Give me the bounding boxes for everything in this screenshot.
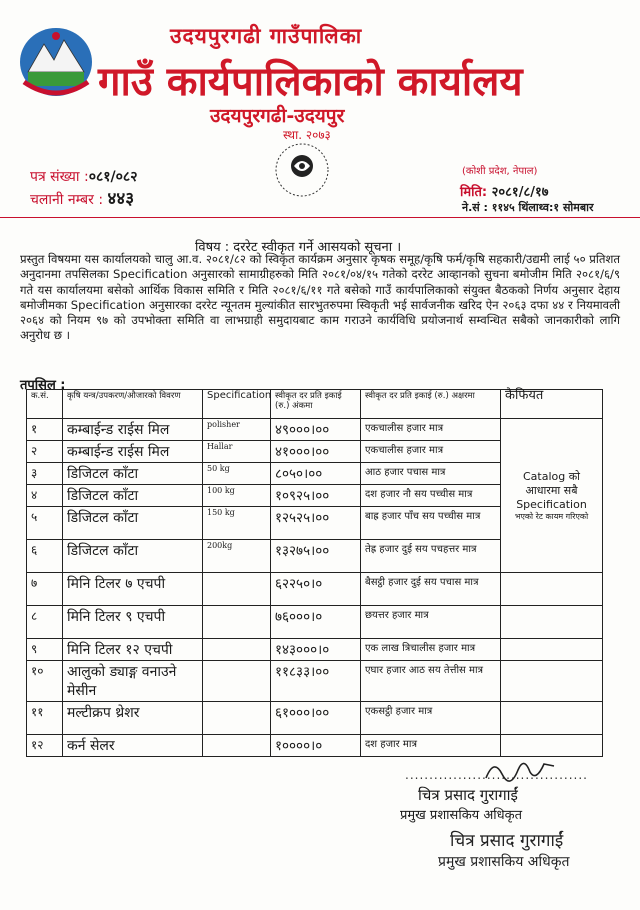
date-value: २०८१/८/१७ bbox=[491, 185, 549, 200]
cell-remarks-empty bbox=[501, 661, 603, 702]
cell-sn: ४ bbox=[27, 485, 63, 507]
header-remarks: कैफियत bbox=[501, 390, 603, 419]
established-year: स्था. २०७३ bbox=[283, 128, 331, 142]
cell-remarks-empty bbox=[501, 639, 603, 661]
header-rate: स्वीकृत दर प्रति इकाई (रु.) अंकमा bbox=[271, 390, 361, 419]
cell-sn: ९ bbox=[27, 639, 63, 661]
cell-spec bbox=[203, 606, 271, 639]
cell-item: आलुको ड्याङ्ग वनाउने मेसीन bbox=[63, 661, 203, 702]
cell-words: एघार हजार आठ सय तेत्तीस मात्र bbox=[361, 661, 501, 702]
cell-remarks-empty bbox=[501, 606, 603, 639]
letter-number bbox=[30, 167, 138, 186]
cell-sn: ५ bbox=[27, 507, 63, 540]
rate-table bbox=[26, 389, 603, 757]
cell-rate: १०९२५।०० bbox=[271, 485, 361, 507]
cell-rate: ४९०००।०० bbox=[271, 419, 361, 441]
cell-rate: ४१०००।०० bbox=[271, 441, 361, 463]
cell-sn: १ bbox=[27, 419, 63, 441]
cell-spec: 50 kg bbox=[203, 463, 271, 485]
municipality-name: उदयपुरगढी गाउँपालिका bbox=[170, 24, 363, 48]
cell-spec: polisher bbox=[203, 419, 271, 441]
cell-words: छयत्तर हजार मात्र bbox=[361, 606, 501, 639]
table-row bbox=[27, 702, 603, 735]
cell-words: तेह्र हजार दुई सय पचहत्तर मात्र bbox=[361, 540, 501, 573]
cell-rate: ८०५०।०० bbox=[271, 463, 361, 485]
cell-spec: Hallar bbox=[203, 441, 271, 463]
stamp-title: प्रमुख प्रशासकिय अधिकृत bbox=[438, 854, 570, 870]
signature-dots: ...................................... bbox=[405, 768, 588, 782]
office-seal bbox=[270, 140, 334, 204]
cell-rate: ६२२५०।० bbox=[271, 573, 361, 606]
table-row bbox=[27, 573, 603, 606]
cell-item: कर्न सेलर bbox=[63, 735, 203, 757]
stamp-name: चित्र प्रसाद गुरागाईं bbox=[450, 831, 564, 851]
cell-spec bbox=[203, 702, 271, 735]
cell-rate: १००००।० bbox=[271, 735, 361, 757]
office-title: गाउँ कार्यपालिकाको कार्यालय bbox=[98, 59, 523, 105]
date-label: मिति: bbox=[460, 185, 488, 200]
dispatch-number bbox=[30, 186, 134, 209]
header-item: कृषि यन्त्र/उपकरण/औजारको विवरण bbox=[63, 390, 203, 419]
notice-body: प्रस्तुत विषयमा यस कार्यालयको चालु आ.व. २०८१/८२ को स्विकृत कार्यक्रम अनुसार कृषक समूह/कृषि फर्म/कृषि सहकारी/उद्यमी लाई ५० प्रतिशत अनुदानमा तपसिलका Specification अनुसारको सामाग्रीहरुको मिति २०८१/०४/१५ गतेको दररेट आव्हानको सुचना बमोजीम मिति २०८१/६/९ गते यस कार्यालयमा बसेको आर्थिक विकास समिति र मिति २०८१/६/११ गते बसेको गाउँ कार्यपालिकाको संयुक्त बैठकको निर्णय अनुसार देहाय बमोजीमका Specification अनुसारका दररेट न्यूनतम मुल्यांकीत सारभुतरुपमा स्विकृती भई सार्वजनीक खरिद ऐन २०६३ दफा ४४ र नियमावली २०६४ को नियम ९७ को उपभोक्ता समिति वा लाभग्राही समुदायबाट काम गराउने कार्यविधि प्रयोजनार्थ सम्वन्धित सबैको जानकारीको लागि अनुरोध छ । bbox=[20, 252, 620, 343]
cell-rate: १४३०००।० bbox=[271, 639, 361, 661]
nepal-sambat-date: ने.सं : ११४५ थिंलाथ्व:१ सोमबार bbox=[462, 201, 594, 214]
table-row bbox=[27, 639, 603, 661]
cell-item: मिनि टिलर ९ एचपी bbox=[63, 606, 203, 639]
cell-remarks bbox=[501, 419, 603, 573]
cell-remarks-empty bbox=[501, 702, 603, 735]
cell-item: मिनि टिलर ७ एचपी bbox=[63, 573, 203, 606]
table-row bbox=[27, 419, 603, 441]
letter-date bbox=[460, 182, 548, 200]
municipality-logo bbox=[14, 22, 98, 102]
letter-number-value: ०८१/०८२ bbox=[88, 169, 138, 185]
cell-sn: २ bbox=[27, 441, 63, 463]
cell-spec bbox=[203, 735, 271, 757]
cell-item: डिजिटल काँटा bbox=[63, 463, 203, 485]
header-divider bbox=[0, 217, 640, 218]
cell-words: दश हजार नौ सय पच्चीस मात्र bbox=[361, 485, 501, 507]
cell-words: एकसट्ठी हजार मात्र bbox=[361, 702, 501, 735]
cell-item: डिजिटल काँटा bbox=[63, 540, 203, 573]
cell-sn: ७ bbox=[27, 573, 63, 606]
cell-sn: १० bbox=[27, 661, 63, 702]
header-words: स्वीकृत दर प्रति इकाई (रु.) अक्षरमा bbox=[361, 390, 501, 419]
header-sn: क.सं. bbox=[27, 390, 63, 419]
cell-sn: ११ bbox=[27, 702, 63, 735]
subject-line: विषय : दररेट स्वीकृत गर्ने आसयको सूचना । bbox=[195, 240, 402, 255]
cell-rate: १३२७५।०० bbox=[271, 540, 361, 573]
province-label: (कोशी प्रदेश, नेपाल) bbox=[462, 166, 538, 177]
cell-words: एकचालीस हजार मात्र bbox=[361, 419, 501, 441]
cell-item: कम्बाईन्ड राईस मिल bbox=[63, 419, 203, 441]
dispatch-number-label: चलानी नम्बर : bbox=[30, 192, 104, 208]
cell-item: कम्बाईन्ड राईस मिल bbox=[63, 441, 203, 463]
schedule-label: तपसिल : bbox=[20, 378, 66, 393]
cell-words: बैसट्ठी हजार दुई सय पचास मात्र bbox=[361, 573, 501, 606]
cell-item: डिजिटल काँटा bbox=[63, 485, 203, 507]
table-header-row bbox=[27, 390, 603, 419]
remarks-sub: भएको रेट कायम गरिएको bbox=[514, 511, 589, 521]
cell-words: बाह्र हजार पाँच सय पच्चीस मात्र bbox=[361, 507, 501, 540]
handwritten-signature bbox=[480, 752, 560, 786]
cell-words: दश हजार मात्र bbox=[361, 735, 501, 757]
cell-item: डिजिटल काँटा bbox=[63, 507, 203, 540]
remarks-main: Catalog को आधारमा सबै Specification bbox=[516, 469, 587, 511]
office-address: उदयपुरगढी-उदयपुर bbox=[210, 105, 345, 127]
signatory-title: प्रमुख प्रशासकिय अधिकृत bbox=[400, 808, 523, 823]
cell-spec: 150 kg bbox=[203, 507, 271, 540]
cell-sn: १२ bbox=[27, 735, 63, 757]
header-spec: Specification bbox=[203, 390, 271, 419]
cell-sn: ६ bbox=[27, 540, 63, 573]
letter-number-label: पत्र संख्या : bbox=[30, 169, 89, 185]
signatory-name: चित्र प्रसाद गुरागाईं bbox=[418, 786, 518, 804]
table-row bbox=[27, 606, 603, 639]
dispatch-number-value: ४४३ bbox=[107, 189, 135, 209]
cell-spec: 100 kg bbox=[203, 485, 271, 507]
cell-sn: ८ bbox=[27, 606, 63, 639]
cell-spec bbox=[203, 661, 271, 702]
cell-rate: ११८३३।०० bbox=[271, 661, 361, 702]
cell-rate: ७६०००।० bbox=[271, 606, 361, 639]
cell-sn: ३ bbox=[27, 463, 63, 485]
cell-remarks-empty bbox=[501, 573, 603, 606]
cell-rate: १२५२५।०० bbox=[271, 507, 361, 540]
cell-words: आठ हजार पचास मात्र bbox=[361, 463, 501, 485]
cell-spec bbox=[203, 573, 271, 606]
cell-rate: ६१०००।०० bbox=[271, 702, 361, 735]
cell-item: मल्टीक्रप थ्रेशर bbox=[63, 702, 203, 735]
table-row bbox=[27, 661, 603, 702]
cell-words: एकचालीस हजार मात्र bbox=[361, 441, 501, 463]
cell-spec bbox=[203, 639, 271, 661]
cell-item: मिनि टिलर १२ एचपी bbox=[63, 639, 203, 661]
cell-words: एक लाख त्रिचालीस हजार मात्र bbox=[361, 639, 501, 661]
cell-spec: 200kg bbox=[203, 540, 271, 573]
